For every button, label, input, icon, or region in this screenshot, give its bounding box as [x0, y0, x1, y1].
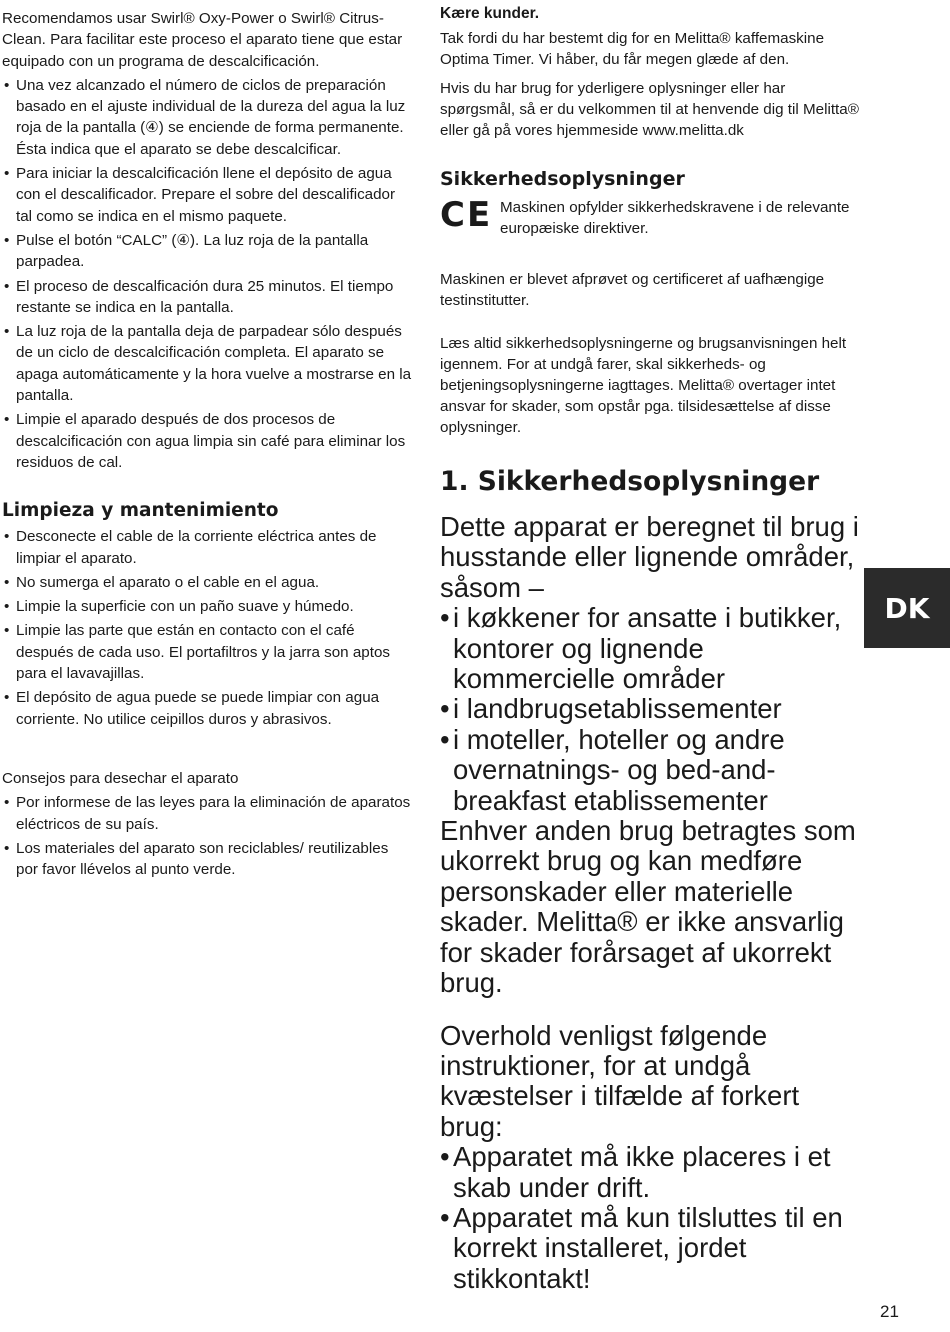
cleaning-heading: Limpieza y mantenimiento	[2, 500, 279, 522]
list-item: • Desconecte el cable de la corriente eléctrica antes de limpiar el aparato.	[2, 526, 412, 569]
list-item: • Apparatet må kun tilsluttes til en korrekt installeret, jordet stikkontakt!	[440, 1203, 860, 1294]
read-all-paragraph: Læs altid sikkerhedsoplysningerne og brugsanvisningen helt igennem. For at undgå farer, skal sikkerheds- og betjeningsoplysningerne iagttages. Melitta® overtager intet ansvar for skader, som opstår pga. tilsidesættelse af disse oplysninger.	[440, 335, 847, 436]
language-tab: DK	[864, 568, 950, 648]
disposal-list	[2, 792, 412, 880]
list-item: • Limpie la superficie con un paño suave y húmedo.	[2, 596, 412, 617]
list-item: • Una vez alcanzado el número de ciclos de preparación basado en el ajuste individual de la dureza del agua la luz roja de la pantalla (④) se enciende de forma permanente. Ésta indica que el aparato se debe descalcificar.	[2, 75, 412, 160]
list-item: • Para iniciar la descalcificación llene el depósito de agua con el descalificador. Prepare el sobre del descalificador tal como se indica en el mismo paquete.	[2, 163, 412, 227]
list-item: • Los materiales del aparato son reciclables/ reutilizables por favor llévelos al punto verde.	[2, 838, 412, 881]
ce-text: Maskinen opfylder sikkerhedskravene i de relevante europæiske direktiver.	[500, 199, 850, 237]
observe-paragraph: Overhold venligst følgende instruktioner, for at undgå kvæstelser i tilfælde af forkert brug:	[440, 1019, 800, 1142]
descale-list	[2, 75, 412, 473]
safety-heading: Sikkerhedsoplysninger	[440, 168, 685, 190]
list-item: • El proceso de descalficación dura 25 minutos. El tiempo restante se indica en la pantalla.	[2, 276, 412, 319]
thanks-paragraph: Tak fordi du har bestemt dig for en Melitta® kaffemaskine Optima Timer. Vi håber, du får megen glæde af den.	[440, 30, 825, 68]
list-item: • i moteller, hoteller og andre overnatnings- og bed-and-breakfast etablissementer	[440, 725, 860, 816]
safety-body	[440, 512, 860, 1294]
intro-paragraph: Recomendamos usar Swirl® Oxy-Power o Swirl® Citrus-Clean. Para facilitar este proceso el aparato tiene que estar equipado con un programa de descalcificación.	[2, 10, 403, 70]
list-item: • Apparatet må ikke placeres i et skab under drift.	[440, 1142, 860, 1203]
list-item: • La luz roja de la pantalla deja de parpadear sólo después de un ciclo de descalcificación completa. El aparato se apaga automáticamente y la hora vuelve a mostrarse en la pantalla.	[2, 321, 412, 406]
list-item: • Limpie las parte que están en contacto con el café después de cada uso. El portafiltros y la jarra son aptos para el lavavajillas.	[2, 620, 412, 684]
left-column	[2, 0, 412, 880]
page-number: 21	[880, 1302, 899, 1321]
intended-use-paragraph: Dette apparat er beregnet til brug i husstande eller lignende områder, såsom –	[440, 511, 859, 603]
list-item: • Por informese de las leyes para la eliminación de aparatos eléctricos de su país.	[2, 792, 412, 835]
cleaning-list	[2, 526, 412, 730]
right-column	[440, 0, 860, 1294]
list-item: • Limpie el aparado después de dos procesos de descalcificación con agua limpia sin café para eliminar los residuos de cal.	[2, 409, 412, 473]
list-item: • i landbrugsetablissementer	[440, 694, 860, 724]
use-list	[440, 603, 860, 816]
section-title: 1. Sikkerhedsoplysninger	[440, 466, 820, 497]
misuse-paragraph: Enhver anden brug betragtes som ukorrekt brug og kan medføre personskader eller materielle skader. Melitta® er ikke ansvarlig for skader forårsaget af ukorrekt brug.	[440, 815, 856, 999]
list-item: • Pulse el botón “CALC” (④). La luz roja de la pantalla parpadea.	[2, 230, 412, 273]
list-item: • El depósito de agua puede se puede limpiar con agua corriente. No utilice ceipillos duros y abrasivos.	[2, 687, 412, 730]
tested-paragraph: Maskinen er blevet afprøvet og certificeret af uafhængige testinstitutter.	[440, 271, 825, 309]
list-item: • i køkkener for ansatte i butikker, kontorer og lignende kommercielle områder	[440, 603, 860, 694]
ce-mark-icon: CE	[440, 195, 493, 235]
disposal-heading: Consejos para desechar el aparato	[2, 769, 239, 787]
rules-list	[440, 1142, 860, 1294]
greeting-heading: Kære kunder.	[440, 5, 540, 22]
list-item: • No sumerga el aparato o el cable en el agua.	[2, 572, 412, 593]
contact-paragraph: Hvis du har brug for yderligere oplysninger eller har spørgsmål, så er du velkommen til at henvende dig til Melitta® eller gå på vores hjemmeside www.melitta.dk	[440, 80, 859, 139]
ce-declaration	[440, 197, 860, 239]
